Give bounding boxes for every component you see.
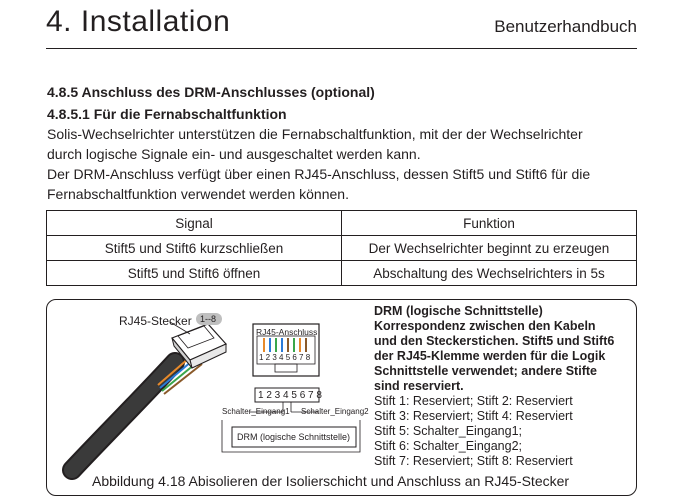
plug-label: RJ45-Stecker: [119, 314, 192, 328]
plug-pins-label: 1--8: [200, 314, 217, 324]
desc-line: Stift 5: Schalter_Eingang1;: [374, 424, 523, 438]
switch-input2-label: Schalter_Eingang2: [301, 407, 369, 416]
switch-input1-label: Schalter_Eingang1: [222, 407, 290, 416]
desc-line: Schnittstelle verwendet; andere Stifte: [374, 364, 597, 378]
socket-pins: 1 2 3 4 5 6 7 8: [259, 353, 311, 362]
section-heading: 4.8.5 Anschluss des DRM-Anschlusses (optional): [47, 84, 375, 100]
paragraph-1-line-1: Solis-Wechselrichter unterstützen die Fernabschaltfunktion, mit der der Wechselrichter: [47, 126, 583, 142]
table-cell: Stift5 und Stift6 öffnen: [47, 261, 342, 286]
figure-caption: Abbildung 4.18 Abisolieren der Isolierschicht und Anschluss an RJ45-Stecker: [92, 473, 570, 489]
table-header-signal: Signal: [47, 211, 342, 236]
paragraph-2-line-1: Der DRM-Anschluss verfügt über einen RJ45-Anschluss, dessen Stift5 und Stift6 für die: [47, 166, 591, 182]
desc-line: sind reserviert.: [374, 379, 464, 393]
cable-drawing: [72, 352, 202, 470]
desc-line: der RJ45-Klemme werden für die Logik: [374, 349, 606, 363]
table-cell: Der Wechselrichter beginnt zu erzeugen: [342, 236, 637, 261]
desc-line: Korrespondenz zwischen den Kabeln: [374, 319, 596, 333]
table-header-function: Funktion: [342, 211, 637, 236]
desc-line: Stift 6: Schalter_Eingang2;: [374, 439, 523, 453]
figure-description: [374, 304, 634, 469]
desc-line: DRM (logische Schnittstelle): [374, 304, 543, 318]
socket-label: RJ45-Anschluss: [256, 327, 318, 337]
paragraph-1-line-2: durch logische Signale ein- und ausgeschaltet werden kann.: [47, 146, 421, 162]
chapter-title: 4. Installation: [46, 5, 231, 38]
subsection-heading: 4.8.5.1 Für die Fernabschaltfunktion: [47, 106, 287, 122]
table-cell: Stift5 und Stift6 kurzschließen: [47, 236, 342, 261]
drm-box-label: DRM (logische Schnittstelle): [237, 432, 351, 442]
paragraph-2-line-2: Fernabschaltfunktion verwendet werden können.: [47, 186, 349, 202]
manual-title: Benutzerhandbuch: [494, 17, 637, 36]
terminal-pins: 1 2 3 4 5 6 7 8: [258, 390, 322, 401]
desc-line: und den Steckerstichen. Stift5 und Stift6: [374, 334, 615, 348]
desc-line: Stift 1: Reserviert; Stift 2: Reserviert: [374, 394, 573, 408]
desc-line: Stift 3: Reserviert; Stift 4: Reserviert: [374, 409, 573, 423]
table-cell: Abschaltung des Wechselrichters in 5s: [342, 261, 637, 286]
desc-line: Stift 7: Reserviert; Stift 8: Reserviert: [374, 454, 573, 468]
